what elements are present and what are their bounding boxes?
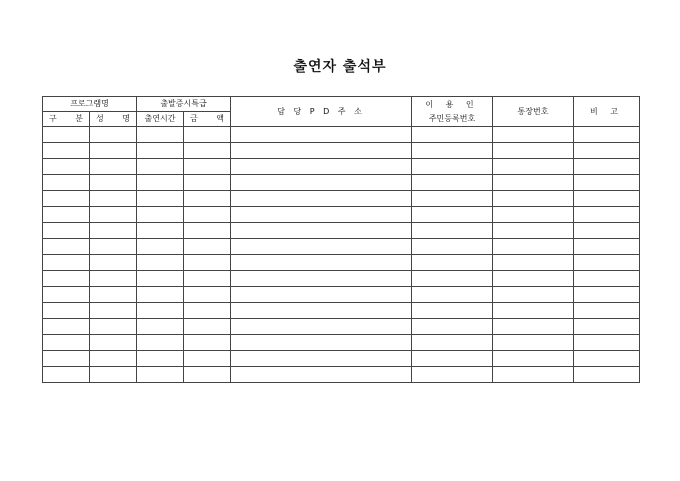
- table-cell[interactable]: [231, 287, 412, 303]
- table-cell[interactable]: [231, 127, 412, 143]
- table-cell[interactable]: [90, 223, 137, 239]
- name-char-2: 명: [122, 114, 131, 123]
- header-program-name: 프로그램명: [43, 97, 137, 112]
- header-user: [412, 97, 493, 127]
- table-cell[interactable]: [493, 367, 574, 383]
- pd-address-label: 담 당 P D 주 소: [277, 106, 365, 116]
- page-title: 출연자 출석부: [293, 59, 387, 75]
- table-cell[interactable]: [90, 175, 137, 191]
- table-cell[interactable]: [90, 367, 137, 383]
- table-cell[interactable]: [231, 351, 412, 367]
- table-cell[interactable]: [43, 271, 90, 287]
- header-name: [90, 112, 137, 127]
- table-cell[interactable]: [574, 303, 640, 319]
- table-cell[interactable]: [184, 159, 231, 175]
- table-row: [43, 127, 640, 143]
- table-cell[interactable]: [574, 127, 640, 143]
- attendance-table: [42, 96, 640, 383]
- table-cell[interactable]: [43, 191, 90, 207]
- table-cell[interactable]: [137, 255, 184, 271]
- table-cell[interactable]: [231, 319, 412, 335]
- table-cell[interactable]: [43, 159, 90, 175]
- table-cell[interactable]: [412, 303, 493, 319]
- resident-number-label: 주민등록번호: [428, 113, 476, 123]
- table-cell[interactable]: [231, 239, 412, 255]
- table-cell[interactable]: [231, 191, 412, 207]
- table-cell[interactable]: [574, 319, 640, 335]
- table-cell[interactable]: [43, 175, 90, 191]
- table-row: [43, 255, 640, 271]
- table-cell[interactable]: [493, 319, 574, 335]
- name-char-1: 성: [96, 114, 104, 123]
- table-cell[interactable]: [412, 367, 493, 383]
- table-cell[interactable]: [412, 143, 493, 159]
- table-row: [43, 143, 640, 159]
- table-cell[interactable]: [574, 191, 640, 207]
- table-row: [43, 351, 640, 367]
- table-cell[interactable]: [493, 143, 574, 159]
- table-cell[interactable]: [493, 303, 574, 319]
- header-row-1: [43, 97, 640, 112]
- amount-char-1: 금: [190, 114, 198, 123]
- table-cell[interactable]: [493, 335, 574, 351]
- table-cell[interactable]: [43, 223, 90, 239]
- table-cell[interactable]: [90, 351, 137, 367]
- table-cell[interactable]: [231, 367, 412, 383]
- table-cell[interactable]: [137, 287, 184, 303]
- header-allowance: 출발증시특급: [137, 97, 231, 112]
- table-row: [43, 175, 640, 191]
- table-cell[interactable]: [43, 303, 90, 319]
- table-cell[interactable]: [231, 335, 412, 351]
- table-cell[interactable]: [231, 271, 412, 287]
- table-cell[interactable]: [137, 175, 184, 191]
- table-cell[interactable]: [43, 335, 90, 351]
- table-cell[interactable]: [493, 239, 574, 255]
- table-row: [43, 191, 640, 207]
- table-cell[interactable]: [412, 255, 493, 271]
- table-cell[interactable]: [574, 159, 640, 175]
- table-row: [43, 239, 640, 255]
- table-cell[interactable]: [184, 191, 231, 207]
- table-cell[interactable]: [184, 351, 231, 367]
- table-cell[interactable]: [574, 255, 640, 271]
- table-cell[interactable]: [184, 239, 231, 255]
- table-cell[interactable]: [412, 239, 493, 255]
- table-cell[interactable]: [412, 175, 493, 191]
- table-row: [43, 223, 640, 239]
- table-cell[interactable]: [43, 207, 90, 223]
- table-cell[interactable]: [90, 207, 137, 223]
- table-cell[interactable]: [90, 143, 137, 159]
- header-account: 통장번호: [493, 97, 574, 127]
- table-cell[interactable]: [412, 319, 493, 335]
- table-cell[interactable]: [574, 223, 640, 239]
- table-cell[interactable]: [574, 239, 640, 255]
- table-cell[interactable]: [137, 351, 184, 367]
- table-row: [43, 207, 640, 223]
- table-cell[interactable]: [574, 271, 640, 287]
- table-cell[interactable]: [493, 351, 574, 367]
- table-cell[interactable]: [493, 175, 574, 191]
- table-cell[interactable]: [493, 255, 574, 271]
- table-cell[interactable]: [43, 287, 90, 303]
- table-cell[interactable]: [184, 223, 231, 239]
- table-cell[interactable]: [184, 287, 231, 303]
- table-cell[interactable]: [231, 159, 412, 175]
- table-cell[interactable]: [493, 207, 574, 223]
- table-cell[interactable]: [184, 319, 231, 335]
- table-cell[interactable]: [43, 143, 90, 159]
- table-cell[interactable]: [574, 175, 640, 191]
- table-cell[interactable]: [493, 191, 574, 207]
- table-cell[interactable]: [493, 127, 574, 143]
- table-row: [43, 287, 640, 303]
- category-char-1: 구: [49, 114, 57, 123]
- table-cell[interactable]: [412, 335, 493, 351]
- table-cell[interactable]: [574, 143, 640, 159]
- table-cell[interactable]: [231, 223, 412, 239]
- table-cell[interactable]: [231, 207, 412, 223]
- table-cell[interactable]: [137, 239, 184, 255]
- table-cell[interactable]: [90, 271, 137, 287]
- table-cell[interactable]: [412, 127, 493, 143]
- table-cell[interactable]: [184, 255, 231, 271]
- table-cell[interactable]: [412, 223, 493, 239]
- table-row: [43, 367, 640, 383]
- table-cell[interactable]: [184, 143, 231, 159]
- table-cell[interactable]: [90, 127, 137, 143]
- table-cell[interactable]: [137, 207, 184, 223]
- header-appearance-time: 출연시간: [137, 112, 184, 127]
- table-cell[interactable]: [574, 351, 640, 367]
- table-cell[interactable]: [90, 319, 137, 335]
- table-cell[interactable]: [231, 175, 412, 191]
- table-row: [43, 159, 640, 175]
- table-cell[interactable]: [137, 127, 184, 143]
- amount-char-2: 액: [216, 114, 225, 123]
- table-cell[interactable]: [43, 239, 90, 255]
- user-label: 이 용 인: [425, 99, 479, 109]
- table-cell[interactable]: [137, 335, 184, 351]
- table-cell[interactable]: [231, 143, 412, 159]
- table-cell[interactable]: [412, 271, 493, 287]
- table-cell[interactable]: [412, 207, 493, 223]
- table-cell[interactable]: [184, 367, 231, 383]
- table-cell[interactable]: [137, 303, 184, 319]
- table-cell[interactable]: [90, 303, 137, 319]
- table-cell[interactable]: [43, 127, 90, 143]
- table-cell[interactable]: [574, 287, 640, 303]
- table-cell[interactable]: [574, 367, 640, 383]
- table-cell[interactable]: [90, 335, 137, 351]
- table-cell[interactable]: [137, 159, 184, 175]
- table-cell[interactable]: [493, 287, 574, 303]
- table-cell[interactable]: [90, 287, 137, 303]
- table-cell[interactable]: [184, 127, 231, 143]
- table-cell[interactable]: [43, 319, 90, 335]
- table-cell[interactable]: [90, 191, 137, 207]
- table-cell[interactable]: [493, 159, 574, 175]
- table-row: [43, 319, 640, 335]
- header-pd-address: [231, 97, 412, 127]
- table-cell[interactable]: [137, 319, 184, 335]
- table-cell[interactable]: [184, 175, 231, 191]
- table-cell[interactable]: [412, 351, 493, 367]
- table-cell[interactable]: [43, 255, 90, 271]
- table-cell[interactable]: [493, 223, 574, 239]
- table-cell[interactable]: [412, 287, 493, 303]
- table-row: [43, 271, 640, 287]
- table-cell[interactable]: [90, 255, 137, 271]
- header-amount: [184, 112, 231, 127]
- header-category: [43, 112, 90, 127]
- table-cell[interactable]: [574, 335, 640, 351]
- table-cell[interactable]: [43, 351, 90, 367]
- table-cell[interactable]: [493, 271, 574, 287]
- table-cell[interactable]: [231, 255, 412, 271]
- table-cell[interactable]: [137, 223, 184, 239]
- table-row: [43, 335, 640, 351]
- table-cell[interactable]: [184, 271, 231, 287]
- header-remarks: [574, 97, 640, 127]
- table-cell[interactable]: [231, 303, 412, 319]
- table-cell[interactable]: [137, 271, 184, 287]
- table-cell[interactable]: [412, 159, 493, 175]
- table-cell[interactable]: [574, 207, 640, 223]
- table-cell[interactable]: [90, 239, 137, 255]
- table-cell[interactable]: [137, 367, 184, 383]
- table-cell[interactable]: [412, 191, 493, 207]
- table-cell[interactable]: [137, 191, 184, 207]
- table-cell[interactable]: [184, 303, 231, 319]
- table-cell[interactable]: [90, 159, 137, 175]
- table-cell[interactable]: [43, 367, 90, 383]
- remarks-label: 비 고: [590, 106, 624, 116]
- table-cell[interactable]: [137, 143, 184, 159]
- table-cell[interactable]: [184, 335, 231, 351]
- table-row: [43, 303, 640, 319]
- category-char-2: 분: [75, 114, 83, 123]
- table-cell[interactable]: [184, 207, 231, 223]
